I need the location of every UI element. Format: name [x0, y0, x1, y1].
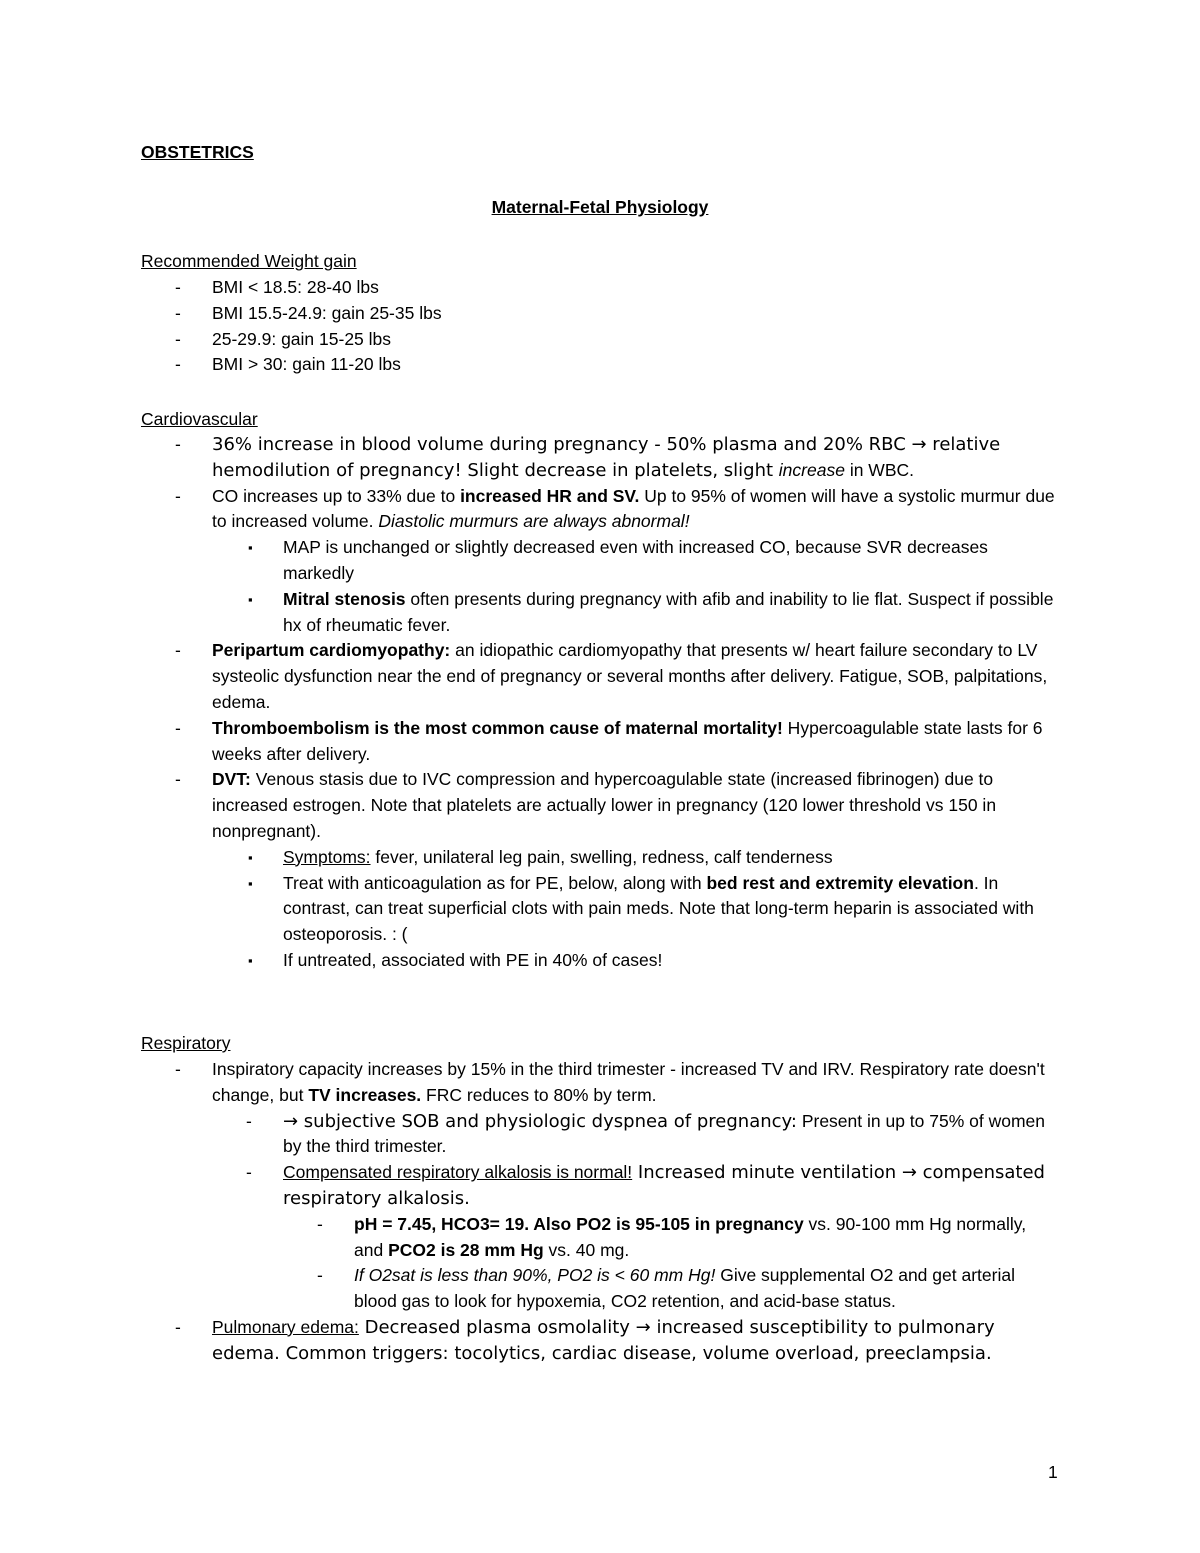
item-text-italic: Diastolic murmurs are always abnormal!: [378, 511, 690, 532]
item-text-bold: Peripartum cardiomyopathy:: [212, 640, 451, 661]
item-text: If untreated, associated with PE in 40% of cases!: [283, 949, 663, 970]
item-text: Present in up to 75% of women by the third trimester.: [283, 1110, 1046, 1157]
dash-marker: -: [175, 717, 181, 738]
heading-weight-gain: Recommended Weight gain: [141, 251, 357, 271]
item-text: CO increases up to 33% due to: [212, 485, 461, 506]
list-item: [246, 1160, 1058, 1212]
item-text-underlined: Symptoms:: [283, 846, 371, 867]
item-text: Give supplemental O2 and get arterial blood gas to look for hypoxemia, CO2 retention, and acid-base status.: [354, 1265, 1015, 1312]
list-item: [175, 352, 1057, 378]
list-item: [246, 1109, 1058, 1161]
dash-marker: -: [175, 1316, 181, 1337]
page-number: 1: [1048, 1462, 1058, 1482]
dash-marker: -: [175, 485, 181, 506]
dash-marker: -: [175, 328, 181, 349]
item-text-bold: Mitral stenosis: [283, 588, 406, 609]
dash-marker: -: [317, 1213, 323, 1234]
item-text: vs. 90-100 mm Hg normally, and: [354, 1213, 1027, 1260]
item-text: Treat with anticoagulation as for PE, below, along with: [283, 872, 707, 893]
item-text-bold: DVT:: [212, 769, 251, 790]
dash-marker: -: [246, 1110, 252, 1131]
list-item: [175, 327, 1057, 353]
dash-marker: -: [175, 640, 181, 661]
square-bullet-icon: ▪: [248, 952, 253, 968]
item-text: an idiopathic cardiomyopathy that presents w/ heart failure secondary to LV systeolic dysfunction near the end of pregnancy or several months after delivery. Fatigue, SOB, palpitations, edema.: [212, 640, 1048, 712]
item-text-bold: pH = 7.45, HCO3= 19. Also PO2 is 95-105 in pregnancy: [354, 1213, 804, 1234]
item-text: Inspiratory capacity increases by 15% in the third trimester - increased TV and IRV. Respiratory rate doesn't change, but: [212, 1059, 1045, 1105]
item-text-underlined: Pulmonary edema:: [212, 1316, 359, 1337]
list-item: [175, 767, 1057, 844]
list-item: [248, 845, 1058, 871]
item-text: → subjective SOB and physiologic dyspnea of pregnancy:: [283, 1110, 797, 1132]
cardiovascular-list: [0, 432, 1200, 974]
list-item: [175, 484, 1057, 536]
item-text: BMI 15.5-24.9: gain 25-35 lbs: [212, 302, 442, 323]
dash-marker: -: [246, 1162, 252, 1183]
dash-marker: -: [175, 434, 181, 454]
item-text-bold: increased HR and SV.: [460, 485, 640, 506]
respiratory-list: [0, 1057, 1200, 1367]
item-text: BMI < 18.5: 28-40 lbs: [212, 277, 379, 297]
dash-marker: -: [175, 302, 181, 323]
document-title: OBSTETRICS: [141, 142, 254, 162]
list-item: [175, 716, 1057, 768]
item-text-italic: increase: [778, 459, 845, 480]
dash-marker: -: [175, 277, 181, 297]
list-item: [248, 535, 1058, 587]
item-text: Up to 95% of women will have a systolic murmur due to increased volume.: [212, 485, 1055, 532]
item-text-bold: Thromboembolism is the most common cause of maternal mortality!: [212, 717, 783, 738]
list-item: [175, 301, 1057, 327]
section-title: Maternal-Fetal Physiology: [491, 197, 709, 217]
item-text: Decreased plasma osmolality → increased susceptibility to pulmonary edema. Common triggers: tocolytics, cardiac disease, volume overload, preeclampsia.: [212, 1316, 995, 1364]
dash-marker: -: [175, 1059, 181, 1079]
item-text-bold: bed rest and extremity elevation: [706, 872, 974, 893]
square-bullet-icon: ▪: [248, 540, 253, 556]
list-item: [248, 871, 1058, 948]
list-item: [317, 1263, 1054, 1315]
dash-marker: -: [175, 769, 181, 790]
square-bullet-icon: ▪: [248, 591, 253, 607]
item-text: vs. 40 mg.: [543, 1239, 630, 1260]
item-text: 25-29.9: gain 15-25 lbs: [212, 328, 392, 349]
list-item: [248, 948, 1058, 974]
item-text: MAP is unchanged or slightly decreased even with increased CO, because SVR decreases markedly: [283, 537, 988, 583]
list-item: [317, 1212, 1054, 1264]
dash-marker: -: [175, 354, 181, 375]
item-text: Increased minute ventilation → compensated respiratory alkalosis.: [283, 1162, 1045, 1209]
item-text-underlined: Compensated respiratory alkalosis is normal!: [283, 1162, 633, 1183]
item-text-bold: PCO2 is 28 mm Hg: [388, 1239, 544, 1260]
item-text: 36% increase in blood volume during pregnancy - 50% plasma and 20% RBC → relative hemodilution of pregnancy! Slight decrease in platelets, slight: [212, 434, 1001, 481]
item-text-italic: If O2sat is less than 90%, PO2 is < 60 mm Hg!: [354, 1265, 716, 1286]
square-bullet-icon: ▪: [248, 849, 253, 865]
list-item: [175, 638, 1057, 715]
dash-marker: -: [317, 1265, 323, 1286]
heading-cardiovascular: Cardiovascular: [141, 409, 258, 429]
item-text: Hypercoagulable state lasts for 6 weeks after delivery.: [212, 717, 1043, 764]
list-item: [175, 1315, 1057, 1367]
list-item: [175, 1057, 1057, 1109]
square-bullet-icon: ▪: [248, 875, 253, 891]
item-text: FRC reduces to 80% by term.: [421, 1084, 657, 1105]
list-item: [248, 587, 1058, 639]
list-item: [175, 432, 1057, 484]
item-text: fever, unilateral leg pain, swelling, redness, calf tenderness: [370, 846, 833, 867]
item-text: . In contrast, can treat superficial clots with pain meds. Note that long-term heparin is associated with osteoporosis. : (: [283, 872, 1034, 945]
list-item: [175, 275, 1057, 301]
item-text-bold: TV increases.: [308, 1084, 422, 1105]
heading-respiratory: Respiratory: [141, 1033, 231, 1053]
item-text: in WBC.: [844, 459, 914, 480]
item-text: often presents during pregnancy with afib and inability to lie flat. Suspect if possible hx of rheumatic fever.: [283, 588, 1054, 635]
weight-gain-list: [0, 275, 1200, 378]
item-text: BMI > 30: gain 11-20 lbs: [212, 354, 401, 375]
item-text: Venous stasis due to IVC compression and hypercoagulable state (increased fibrinogen) due to increased estrogen. Note that platelets are actually lower in pregnancy (120 lower threshold vs 150 in nonpregnant).: [212, 769, 997, 841]
